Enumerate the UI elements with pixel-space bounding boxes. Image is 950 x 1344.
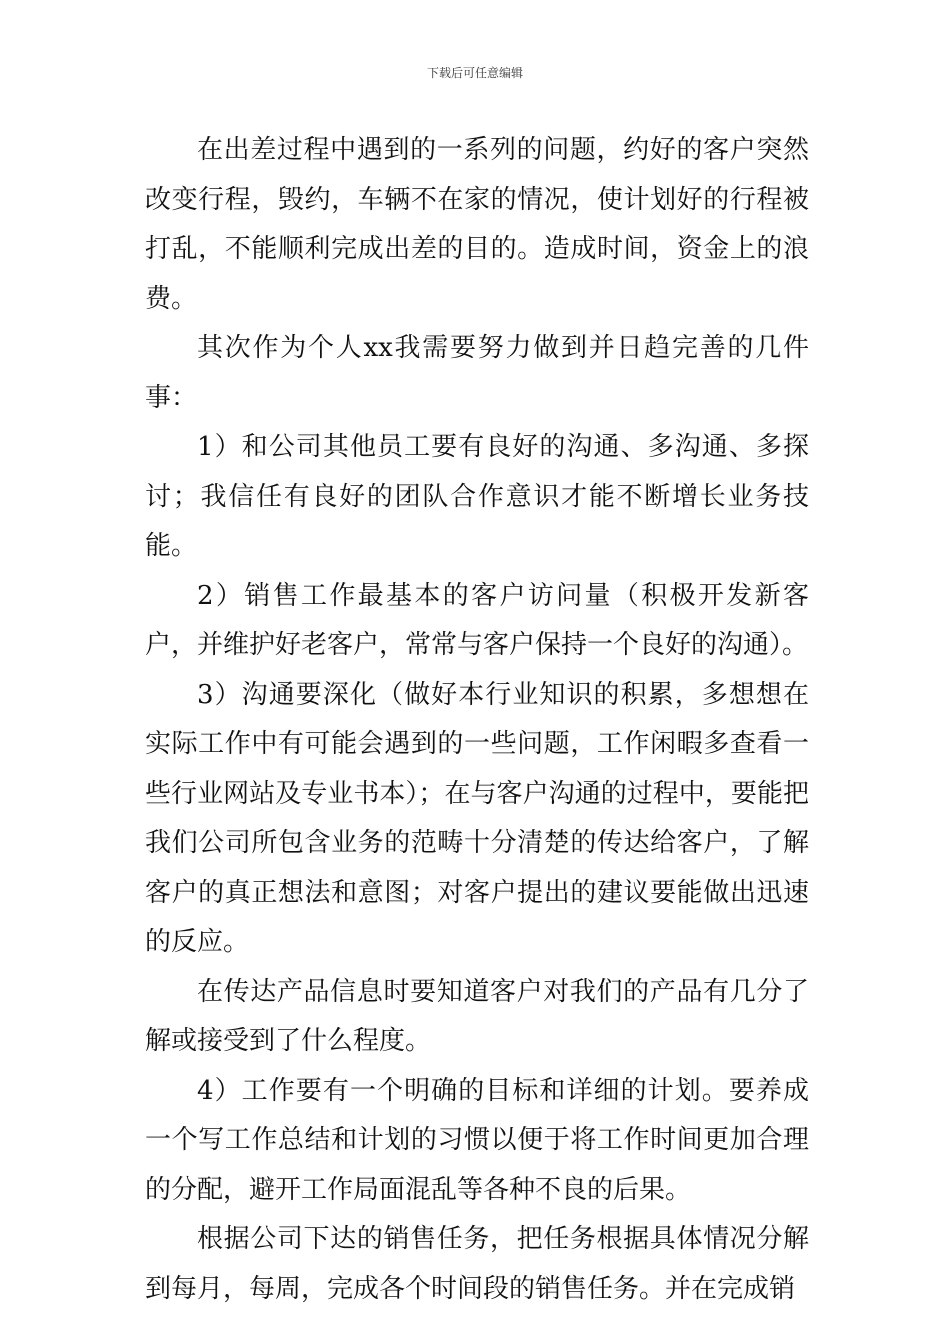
paragraph-1: 在出差过程中遇到的一系列的问题，约好的客户突然改变行程，毁约，车辆不在家的情况，使计划好的行程被打乱，不能顺利完成出差的目的。造成时间，资金上的浪费。 — [145, 135, 809, 314]
paragraph-8: 根据公司下达的销售任务，把任务根据具体情况分解到每月，每周，完成各个时间段的销售任务。并在完成销 — [145, 1224, 809, 1304]
document-body — [145, 126, 809, 1314]
paragraph-6: 在传达产品信息时要知道客户对我们的产品有几分了解或接受到了什么程度。 — [145, 976, 809, 1056]
paragraph-3: 1）和公司其他员工要有良好的沟通、多沟通、多探讨；我信任有良好的团队合作意识才能不断增长业务技能。 — [145, 432, 809, 561]
page-header: 下载后可任意编辑 — [426, 66, 523, 80]
paragraph-5: 3）沟通要深化（做好本行业知识的积累，多想想在实际工作中有可能会遇到的一些问题，工作闲暇多查看一些行业网站及专业书本）；在与客户沟通的过程中，要能把我们公司所包含业务的范畴十分清楚的传达给客户，了解客户的真正想法和意图；对客户提出的建议要能做出迅速的反应。 — [145, 679, 809, 957]
paragraph-2: 其次作为个人xx我需要努力做到并日趋完善的几件事： — [145, 333, 809, 413]
paragraph-4: 2）销售工作最基本的客户访问量（积极开发新客户，并维护好老客户，常常与客户保持一个良好的沟通）。 — [145, 580, 809, 660]
paragraph-7: 4）工作要有一个明确的目标和详细的计划。要养成一个写工作总结和计划的习惯以便于将工作时间更加合理的分配，避开工作局面混乱等各种不良的后果。 — [145, 1075, 809, 1205]
